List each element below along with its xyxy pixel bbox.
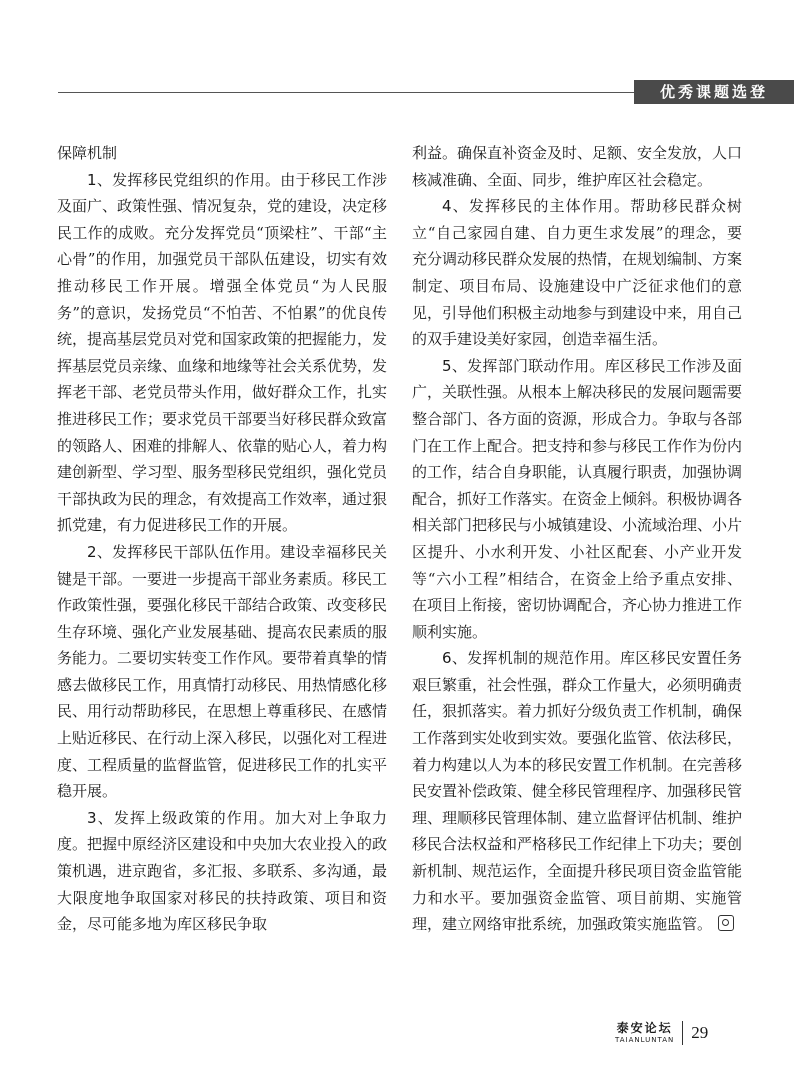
- paragraph-4-lead: 4、发挥移民的主体作用。: [442, 197, 631, 216]
- paragraph-4: [412, 193, 742, 353]
- page-number: 29: [691, 1023, 709, 1042]
- paragraph-2-body: 建设幸福移民关键是干部。一要进一步提高干部业务素质。移民工作政策性强，要强化移民干部结合政策、改变移民生存环境、强化产业发展基础、提高农民素质的服务能力。二要切实转变工作作风。要带着真挚的情感去做移民工作，用真情打动移民、用热情感化移民、用行动帮助移民，在思想上尊重移民、在感情上贴近移民、在行动上深入移民，以强化对工程进度、工程质量的监督监管，促进移民工作的扎实平稳开展。: [57, 542, 388, 801]
- paragraph-3: [57, 805, 387, 938]
- paragraph-5-body: 库区移民工作涉及面广，关联性强。从根本上解决移民的发展问题需要整合部门、各方面的资源，形成合力。争取与各部门在工作上配合。把支持和参与移民工作作为份内的工作，结合自身职能，认真履行职责，加强协调配合，抓好工作落实。在资金上倾斜。积极协调各相关部门把移民与小城镇建设、小流域治理、小片区提升、小水利开发、小社区配套、小产业开发等“六小工程”相结合，在资金上给予重点安排、在项目上衔接，密切协调配合，齐心协力推进工作顺利实施。: [412, 356, 743, 641]
- paragraph-1-lead: 1、发挥移民党组织的作用。: [87, 170, 281, 189]
- paragraph-2: [57, 539, 387, 805]
- paragraph-1-body: 由于移民工作涉及面广、政策性强、情况复杂，党的建设，决定移民工作的成败。充分发挥党员“顶梁柱”、干部“主心骨”的作用，加强党员干部队伍建设，切实有效推动移民工作开展。增强全体党员“为人民服务”的意识，发扬党员“不怕苦、不怕累”的优良传统，提高基层党员对党和国家政策的把握能力，发挥基层党员亲缘、血缘和地缘等社会关系优势，发挥老干部、老党员带头作用，做好群众工作，扎实推进移民工作；要求党员干部要当好移民群众致富的领路人、困难的排解人、依靠的贴心人，着力构建创新型、学习型、服务型移民党组织，强化党员干部执政为民的理念，有效提高工作效率，通过狠抓党建，有力促进移民工作的开展。: [57, 170, 388, 535]
- journal-logo: [615, 1021, 674, 1045]
- paragraph-1: [57, 167, 387, 539]
- paragraph-3-continued: 利益。确保直补资金及时、足额、安全发放，人口核减准确、全面、同步，维护库区社会稳定。: [412, 144, 743, 189]
- footer-divider: [682, 1021, 683, 1045]
- paragraph-6-body: 库区移民安置任务艰巨繁重，社会性强，群众工作量大，必须明确责任，狠抓落实。着力抓好分级负责工作机制，确保工作落到实处收到实效。要强化监管、依法移民，着力构建以人为本的移民安置工作机制。在完善移民安置补偿政策、健全移民管理程序、加强移民管理、理顺移民管理体制、建立监督评估机制、维护移民合法权益和严格移民工作纪律上下功夫；要创新机制、规范运作，全面提升移民项目资金监管能力和水平。要加强资金监管、项目前期、实施管理，建立网络审批系统，加强政策实施监管。: [412, 649, 743, 934]
- paragraph-6: [412, 645, 742, 938]
- left-column: [57, 140, 387, 938]
- paragraph-5: [412, 353, 742, 646]
- paragraph-3-lead: 3、发挥上级政策的作用。: [87, 808, 276, 827]
- paragraph-3-body: 加大对上争取力度。把握中原经济区建设和中央加大农业投入的政策机遇，进京跑省，多汇报、多联系、多沟通，最大限度地争取国家对移民的扶持政策、项目和资金，尽可能多地为库区移民争取: [57, 808, 388, 934]
- end-mark-icon: [718, 915, 734, 931]
- paragraph-6-lead: 6、发挥机制的规范作用。: [442, 649, 620, 668]
- section-tag: 优秀课题选登: [634, 80, 794, 104]
- section-heading: 保障机制: [57, 144, 118, 162]
- paragraph-2-lead: 2、发挥移民干部队伍作用。: [87, 542, 281, 561]
- paragraph-5-lead: 5、发挥部门联动作用。: [442, 356, 605, 375]
- footer: [615, 1018, 708, 1048]
- paragraph-4-body: 帮助移民群众树立“自己家园自建、自力更生求发展”的理念，要充分调动移民群众发展的热情，在规划编制、方案制定、项目布局、设施建设中广泛征求他们的意见，引导他们积极主动地参与到建设中来，用自己的双手建设美好家园，创造幸福生活。: [412, 197, 743, 349]
- journal-logo-cn: 泰安论坛: [616, 1021, 673, 1035]
- journal-logo-en: TAIANLUNTAN: [615, 1036, 675, 1044]
- right-column: [412, 140, 742, 938]
